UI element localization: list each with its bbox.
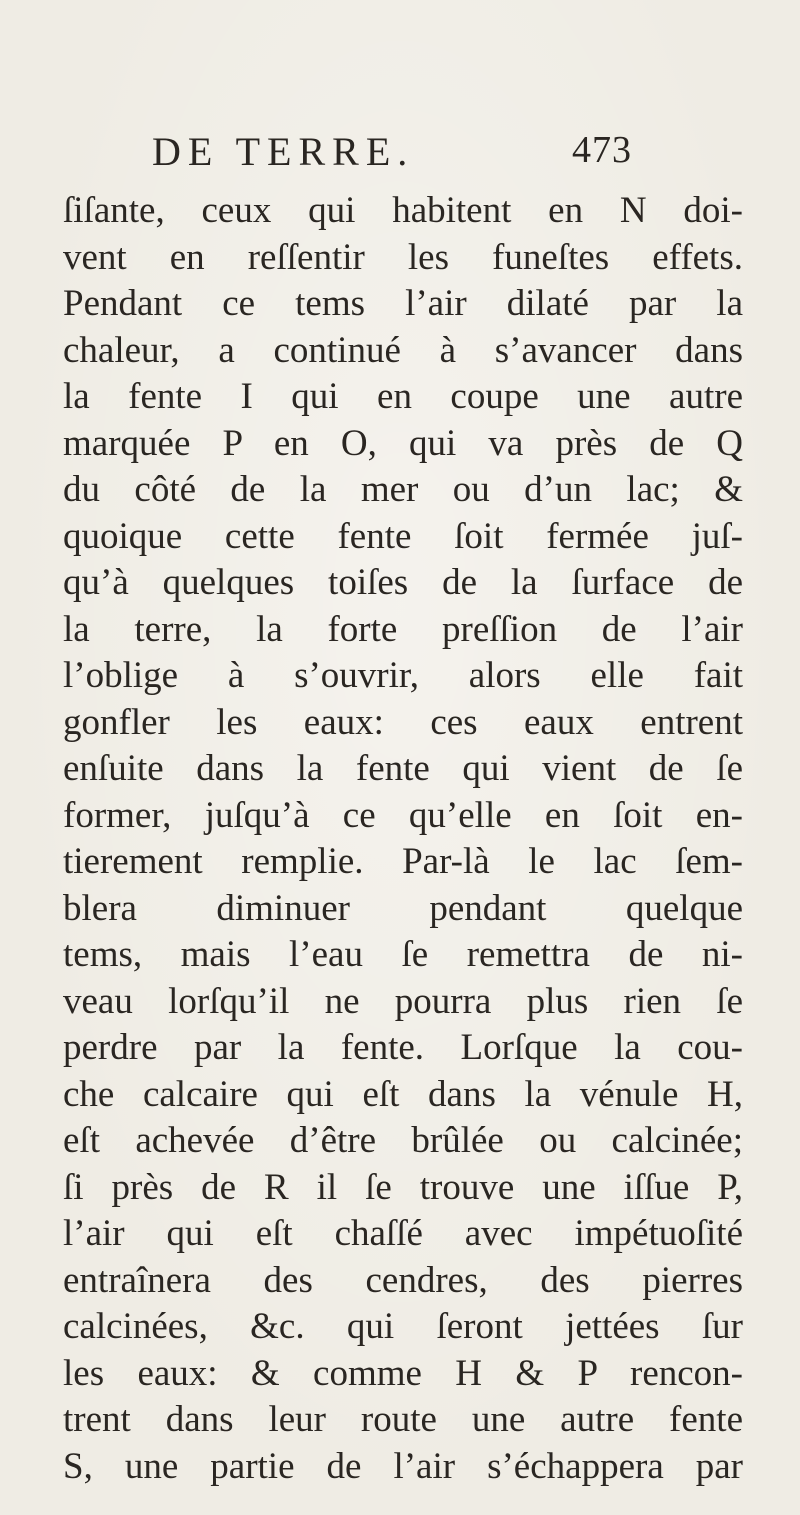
text-line: la terre, la forte preſſion de l’air — [63, 608, 743, 650]
text-line: Pendant ce tems l’air dilaté par la — [63, 283, 743, 324]
text-line: veau lorſqu’il ne pourra plus rien ſe — [63, 980, 743, 1022]
text-line: qu’à quelques toiſes de la ſurface de — [63, 562, 743, 603]
text-line: tems, mais l’eau ſe remettra de ni- — [63, 934, 743, 975]
text-line: enſuite dans la fente qui vient de ſe — [63, 748, 743, 789]
text-line: ſiſante, ceux qui habitent en N doi- — [63, 190, 743, 231]
text-line: S, une partie de l’air s’échappera par — [63, 1445, 743, 1487]
body-text — [63, 188, 743, 1490]
text-line: perdre par la fente. Lorſque la cou- — [63, 1027, 743, 1068]
text-line: marquée P en O, qui va près de Q — [63, 422, 743, 464]
text-line: quoique cette fente ſoit fermée juſ- — [63, 515, 743, 557]
text-line: blera diminuer pendant quelque — [63, 887, 743, 929]
text-line: gonfler les eaux: ces eaux entrent — [63, 701, 743, 743]
text-line: vent en reſſentir les funeſtes effets. — [63, 236, 743, 278]
page-number: 473 — [572, 129, 632, 171]
text-line: eſt achevée d’être brûlée ou calcinée; — [63, 1120, 743, 1161]
text-line: che calcaire qui eſt dans la vénule H, — [63, 1073, 743, 1115]
text-line: former, juſqu’à ce qu’elle en ſoit en- — [63, 794, 743, 836]
text-line: entraînera des cendres, des pierres — [63, 1259, 743, 1301]
text-line: chaleur, a continué à s’avancer dans — [63, 329, 743, 371]
text-line: trent dans leur route une autre fente — [63, 1399, 743, 1440]
text-line: la fente I qui en coupe une autre — [63, 376, 743, 417]
text-line: tierement remplie. Par-là le lac ſem- — [63, 841, 743, 882]
page-header — [152, 128, 652, 178]
text-line: calcinées, &c. qui ſeront jettées ſur — [63, 1306, 743, 1347]
text-line: les eaux: & comme H & P rencon- — [63, 1352, 743, 1394]
text-line: l’air qui eſt chaſſé avec impétuoſité — [63, 1213, 743, 1254]
text-line: du côté de la mer ou d’un lac; & — [63, 469, 743, 510]
text-line: ſi près de R il ſe trouve une iſſue P, — [63, 1166, 743, 1208]
text-line: l’oblige à s’ouvrir, alors elle fait — [63, 655, 743, 696]
running-head: DE TERRE. — [152, 129, 415, 174]
